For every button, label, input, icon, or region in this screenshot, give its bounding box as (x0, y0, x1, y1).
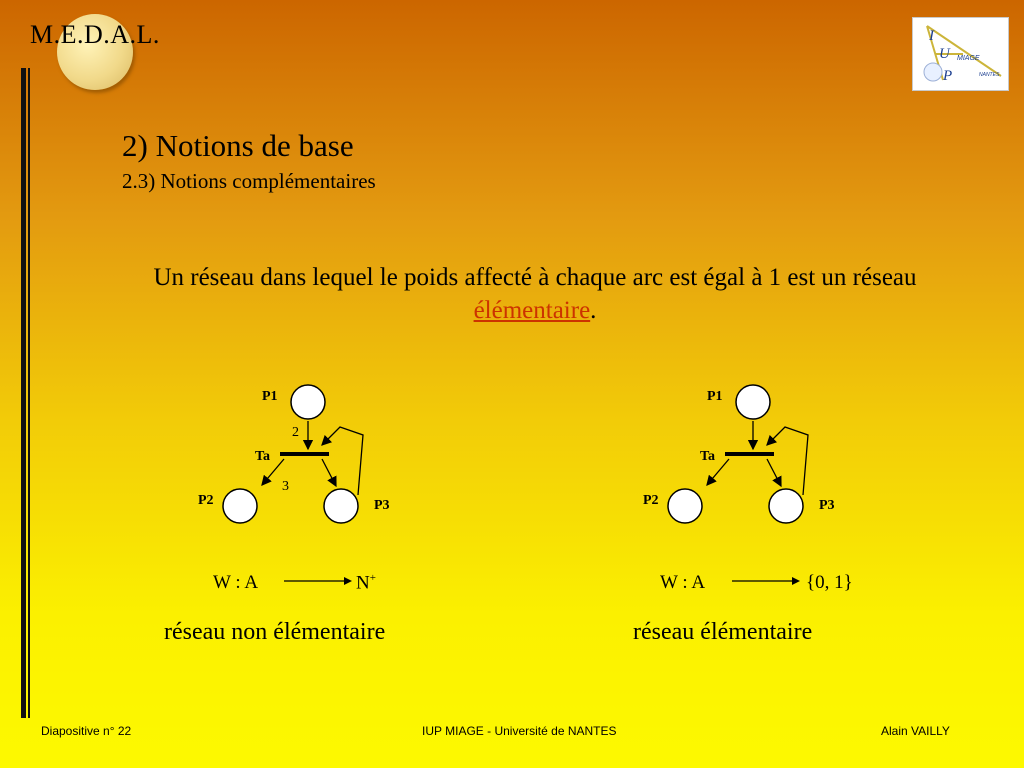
place-p3 (769, 489, 803, 523)
caption-right: réseau élémentaire (633, 619, 813, 645)
place-p1 (736, 385, 770, 419)
vertical-bar-thin (28, 68, 30, 718)
caption-left: réseau non élémentaire (164, 619, 386, 645)
formula-left-arrow (282, 573, 354, 589)
label-p3: P3 (374, 498, 390, 513)
formula-left-codomain: N+ (356, 572, 376, 594)
label-p3: P3 (819, 498, 835, 513)
arc-p3-ta (767, 427, 808, 495)
definition-paragraph (120, 261, 950, 327)
vertical-decoration (21, 68, 31, 718)
formula-right-domain: W : A (660, 572, 706, 593)
logo-letter-u: U (939, 46, 950, 62)
logo-letter-i: I (929, 28, 934, 44)
footer-slide-number: Diapositive n° 22 (41, 724, 132, 738)
highlight-term: élémentaire (473, 297, 591, 324)
label-p1: P1 (262, 389, 278, 404)
place-p3 (324, 489, 358, 523)
formula-right-codomain: {0, 1} (806, 572, 853, 593)
formula-superscript: + (369, 572, 376, 584)
arc-ta-p3 (767, 459, 781, 486)
vertical-bar-thick (21, 68, 26, 718)
logo-word-nantes: NANTES (979, 72, 1000, 78)
label-ta: Ta (700, 449, 716, 464)
place-p2 (223, 489, 257, 523)
footer-institution: IUP MIAGE - Université de NANTES (422, 724, 617, 738)
iup-miage-logo (912, 17, 1009, 91)
logo-letter-p: P (943, 68, 953, 84)
paragraph-end: . (590, 297, 597, 324)
slide-heading: 2) Notions de base (122, 128, 354, 163)
paragraph-text: Un réseau dans lequel le poids affecté à chaque arc est égal à 1 est un réseau (153, 264, 917, 291)
logo-word-miage: MIAGE (957, 55, 980, 62)
footer-author: Alain VAILLY (881, 724, 950, 738)
slide-subheading: 2.3) Notions complémentaires (122, 169, 376, 193)
label-p1: P1 (707, 389, 723, 404)
label-p2: P2 (198, 493, 214, 508)
petri-net-left (200, 375, 400, 535)
weight-in: 2 (292, 425, 299, 440)
label-p2: P2 (643, 493, 659, 508)
petri-net-right (645, 375, 845, 535)
place-p1 (291, 385, 325, 419)
weight-out: 3 (282, 479, 289, 494)
logo-graphic (913, 18, 1008, 90)
formula-right-arrow (730, 573, 802, 589)
formula-left-domain: W : A (213, 572, 259, 593)
place-p2 (668, 489, 702, 523)
brand-title: M.E.D.A.L. (30, 20, 160, 49)
arc-p3-ta (322, 427, 363, 495)
label-ta: Ta (255, 449, 271, 464)
arc-ta-p3 (322, 459, 336, 486)
